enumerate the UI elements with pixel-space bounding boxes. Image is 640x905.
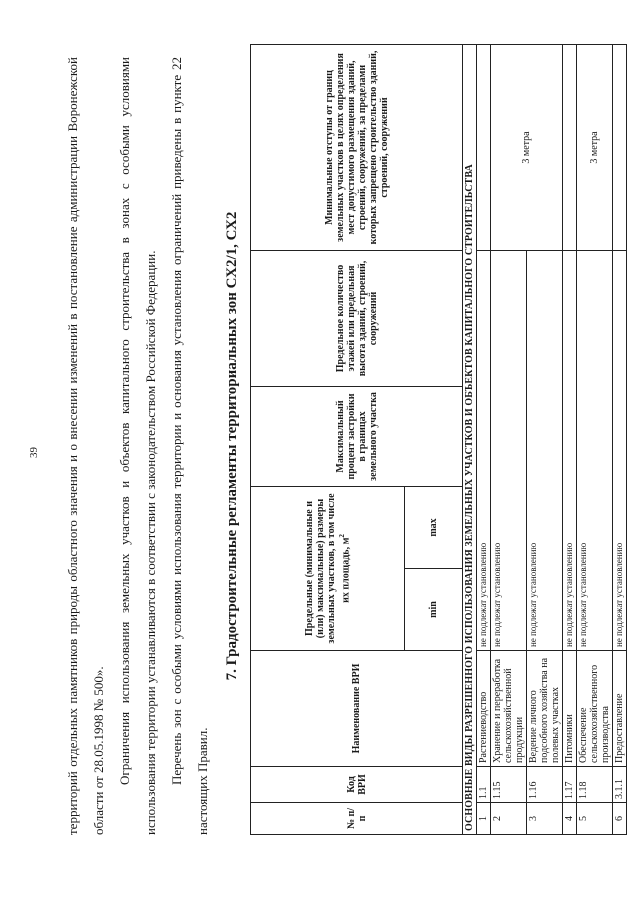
cell-code: 1.18 xyxy=(577,767,613,803)
cell-limits: не подлежат установлению xyxy=(577,250,613,650)
cell-setback xyxy=(613,44,627,250)
cell-name: Ведение личного подсобного хозяйства на полевых участках xyxy=(527,651,563,767)
section-row-main-uses: ОСНОВНЫЕ ВИДЫ РАЗРЕШЕННОГО ИСПОЛЬЗОВАНИЯ ЗЕМЕЛЬНЫХ УЧАСТКОВ И ОБЪЕКТОВ КАПИТАЛЬНОГО СТРОИТЕЛЬСТВА xyxy=(463,44,477,834)
header-code: Код ВРИ xyxy=(251,767,463,803)
cell-name: Обеспечение сельскохозяйственного производства xyxy=(577,651,613,767)
cell-code: 3.1.1 xyxy=(613,767,627,803)
cell-limits: не подлежат установлению xyxy=(563,250,577,650)
header-floors: Предельное количество этажей или предельная высота зданий, строений, сооружений xyxy=(251,250,463,386)
table-row xyxy=(563,44,577,834)
cell-name: Питомники xyxy=(563,651,577,767)
paragraph-zone-list: Перечень зон с особыми условиями использования территории и основания установления ограничений приведены в пункте 22 настоящих Правил. xyxy=(169,57,210,835)
table-row xyxy=(477,44,491,834)
cell-num: 4 xyxy=(563,803,577,835)
cell-name: Хранение и переработка сельскохозяйственной продукции xyxy=(491,651,527,767)
cell-limits: не подлежат установлению xyxy=(491,250,527,650)
cell-num: 5 xyxy=(577,803,613,835)
header-row-number: № п/п xyxy=(251,803,463,835)
header-max: max xyxy=(405,486,463,568)
cell-limits: не подлежат установлению xyxy=(613,250,627,650)
cell-code: 1.16 xyxy=(527,767,563,803)
header-plot-size xyxy=(251,486,405,650)
cell-name: Растениеводство xyxy=(477,651,491,767)
header-coverage: Максимальный процент застройки в границах земельного участка xyxy=(251,386,463,486)
header-plot-size-text: Предельные (минимальные и (или) максимальные) размеры земельных участков, в том числе их площадь, м xyxy=(303,493,352,644)
table-row xyxy=(491,44,527,834)
section-heading: 7. Градостроительные регламенты территориальных зон СХ2/1, СХ2 xyxy=(224,211,240,681)
cell-code: 1.15 xyxy=(491,767,527,803)
header-min: min xyxy=(405,569,463,651)
cell-num: 2 xyxy=(491,803,527,835)
regulations-table xyxy=(250,44,627,835)
header-setback: Минимальные отступы от границ земельных участков в целях определения мест допустимого размещения зданий, строений, сооружений, за пределами которых запрещено строительство зданий, строений, сооружений xyxy=(251,44,463,250)
page-number: 39 xyxy=(28,447,40,458)
paragraph-restrictions: Ограничения использования земельных участков и объектов капитального строительства в зонах с особыми условиями использования территории устанавливаются в соответствии с законодательством Российской Федерации. xyxy=(117,57,158,835)
cell-code: 1.1 xyxy=(477,767,491,803)
cell-limits: не подлежат установлению xyxy=(527,250,563,650)
cell-setback xyxy=(563,44,577,250)
cell-num: 1 xyxy=(477,803,491,835)
header-plot-size-sup: 2 xyxy=(337,534,346,538)
cell-setback xyxy=(477,44,491,250)
cell-setback: 3 метра xyxy=(491,44,563,250)
paragraph-decree-reference: территорий отдельных памятников природы областного значения и о внесении изменений в постановление администрации Воронежской области от 28.05.1998 № 500». xyxy=(65,57,106,835)
cell-code: 1.17 xyxy=(563,767,577,803)
table-row xyxy=(577,44,613,834)
cell-name: Предоставление xyxy=(613,651,627,767)
cell-setback: 3 метра xyxy=(577,44,613,250)
cell-num: 3 xyxy=(527,803,563,835)
cell-limits: не подлежат установлению xyxy=(477,250,491,650)
table-row xyxy=(613,44,627,834)
cell-num: 6 xyxy=(613,803,627,835)
header-name: Наименование ВРИ xyxy=(251,651,463,767)
